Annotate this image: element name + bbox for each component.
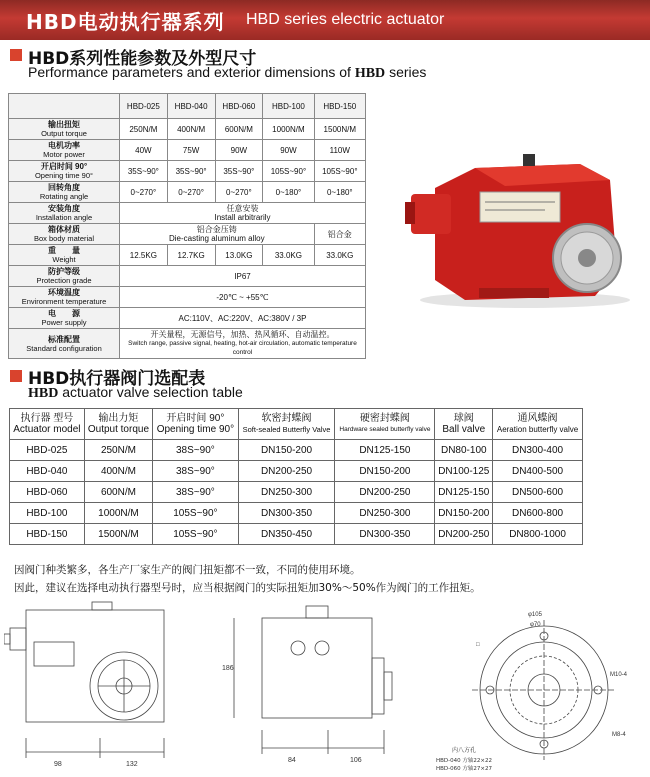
perf-section-title-en: Performance parameters and exterior dimensions of HBD series — [28, 64, 427, 81]
table-cell: HBD-040 — [10, 461, 85, 482]
table-cell: DN300-350 — [335, 524, 435, 545]
table-row — [9, 161, 366, 182]
table-row — [9, 245, 366, 266]
table-cell: DN80-100 — [435, 440, 493, 461]
table-cell: 250N/M — [120, 119, 168, 140]
perf-section-title-cn: HBD系列性能参数及外型尺寸 — [28, 49, 257, 69]
table-cell: 0~270° — [215, 182, 263, 203]
table-cell: 1000N/M — [263, 119, 314, 140]
table-cell: DN200-250 — [435, 524, 493, 545]
table-cell: 90W — [263, 140, 314, 161]
table-cell: 35S~90° — [167, 161, 215, 182]
dim-label: M8-4 — [612, 732, 626, 738]
row-label: 电机功率 Motor power — [9, 140, 120, 161]
table-cell: 铝合金 — [314, 224, 365, 245]
table-cell: DN600-800 — [493, 503, 583, 524]
header-title-en: HBD series electric actuator — [246, 11, 445, 28]
table-cell: 110W — [314, 140, 365, 161]
table-row — [10, 524, 583, 545]
column-header: 硬密封蝶阀 Hardware sealed butterfly valve — [335, 409, 435, 440]
side-view-drawing — [218, 598, 408, 774]
column-header: 开启时间 90° Opening time 90° — [153, 409, 239, 440]
dim-label: 98 — [54, 761, 62, 768]
column-header: 输出力矩 Output torque — [84, 409, 152, 440]
dim-label: φ70 — [530, 622, 541, 628]
table-cell: HBD-060 — [10, 482, 85, 503]
table-cell: 600N/M — [215, 119, 263, 140]
table-cell: HBD-150 — [10, 524, 85, 545]
table-row — [10, 503, 583, 524]
table-cell: 105S~90° — [314, 161, 365, 182]
dim-label: HBD-060 方轴27×27 — [436, 766, 492, 772]
table-row — [9, 119, 366, 140]
table-cell: 12.7KG — [167, 245, 215, 266]
table-row — [9, 287, 366, 308]
dim-label: M10-4 — [610, 672, 628, 678]
table-cell: 105S~90° — [153, 524, 239, 545]
table-cell: 600N/M — [84, 482, 152, 503]
table-cell: -20℃ ~ +55℃ — [120, 287, 366, 308]
table-cell: 105S~90° — [263, 161, 314, 182]
model-header: HBD-150 — [314, 94, 365, 119]
table-row — [9, 94, 366, 119]
table-cell: 90W — [215, 140, 263, 161]
sel-section-title-en: HBD actuator valve selection table — [28, 384, 243, 401]
model-header: HBD-100 — [263, 94, 314, 119]
table-cell: 38S~90° — [153, 461, 239, 482]
table-row — [10, 482, 583, 503]
table-cell: DN250-300 — [335, 503, 435, 524]
table-cell: DN200-250 — [238, 461, 335, 482]
table-cell: 1500N/M — [314, 119, 365, 140]
header-bar — [0, 0, 650, 40]
table-cell: DN500-600 — [493, 482, 583, 503]
table-row — [9, 182, 366, 203]
column-header: 通风蝶阀 Aeration butterfly valve — [493, 409, 583, 440]
table-row — [9, 266, 366, 287]
table-cell: 0~180° — [263, 182, 314, 203]
dim-label: 内八方孔 — [452, 747, 477, 754]
table-cell: AC:110V、AC:220V、AC:380V / 3P — [120, 308, 366, 329]
table-cell: 105S~90° — [153, 503, 239, 524]
table-cell: 40W — [120, 140, 168, 161]
table-cell: DN250-300 — [238, 482, 335, 503]
dim-label: 84 — [288, 757, 296, 764]
table-cell: 开关量程，无源信号，加热、热风循环、自动温控。 Switch range, passive signal, heating, hot-air circulation, automatic temperature control — [120, 329, 366, 359]
row-label: 环境温度 Environment temperature — [9, 287, 120, 308]
table-cell: 0~270° — [167, 182, 215, 203]
table-cell: DN125-150 — [335, 440, 435, 461]
table-cell: DN150-200 — [435, 503, 493, 524]
table-cell: DN150-200 — [238, 440, 335, 461]
row-label: 电 源 Power supply — [9, 308, 120, 329]
table-cell: 250N/M — [84, 440, 152, 461]
table-row — [10, 461, 583, 482]
table-cell: 400N/M — [167, 119, 215, 140]
section-marker — [10, 370, 22, 382]
table-cell: 1500N/M — [84, 524, 152, 545]
table-cell: 任意安装 Install arbitrarily — [120, 203, 366, 224]
actuator-photo — [405, 150, 645, 310]
table-cell: 38S~90° — [153, 440, 239, 461]
model-header: HBD-040 — [167, 94, 215, 119]
column-header: 软密封蝶阀 Soft-sealed Butterfly Valve — [238, 409, 335, 440]
table-cell: DN350-450 — [238, 524, 335, 545]
performance-table — [8, 93, 366, 359]
table-row — [9, 329, 366, 359]
row-label: 箱体材质 Box body material — [9, 224, 120, 245]
row-label: 安装角度 Installation angle — [9, 203, 120, 224]
row-label: 重 量 Weight — [9, 245, 120, 266]
table-cell: 12.5KG — [120, 245, 168, 266]
model-header: HBD-060 — [215, 94, 263, 119]
table-cell: DN800-1000 — [493, 524, 583, 545]
table-row — [9, 140, 366, 161]
table-cell: 38S~90° — [153, 482, 239, 503]
table-cell: 33.0KG — [263, 245, 314, 266]
note-line: 因阀门种类繁多，各生产厂家生产的阀门扭矩都不一致，不同的使用环境。 — [14, 564, 361, 576]
section-marker — [10, 49, 22, 61]
table-cell: 35S~90° — [215, 161, 263, 182]
table-cell: 400N/M — [84, 461, 152, 482]
row-label: 输出扭矩 Output torque — [9, 119, 120, 140]
dim-label: HBD-040 方轴22×22 — [436, 758, 492, 764]
note-line: 因此，建议在选择电动执行器型号时，应当根据阀门的实际扭矩加30%～50%作为阀门的工作扭矩。 — [14, 582, 481, 594]
table-cell: IP67 — [120, 266, 366, 287]
table-row — [9, 308, 366, 329]
flange-view-drawing — [432, 606, 646, 774]
dim-label: φ105 — [528, 612, 542, 618]
dim-label: 106 — [350, 757, 362, 764]
model-header: HBD-025 — [120, 94, 168, 119]
dim-label: 132 — [126, 761, 138, 768]
table-row — [10, 440, 583, 461]
table-cell: 0~180° — [314, 182, 365, 203]
table-cell: DN150-200 — [335, 461, 435, 482]
row-label: 防护等级 Protection grade — [9, 266, 120, 287]
table-cell: 13.0KG — [215, 245, 263, 266]
table-cell: 33.0KG — [314, 245, 365, 266]
table-cell: DN400-500 — [493, 461, 583, 482]
row-label: 回转角度 Rotating angle — [9, 182, 120, 203]
table-cell: DN200-250 — [335, 482, 435, 503]
table-cell: 35S~90° — [120, 161, 168, 182]
dim-label: □ — [476, 642, 480, 648]
table-cell: HBD-100 — [10, 503, 85, 524]
front-view-drawing — [4, 598, 200, 774]
dim-label: 186 — [222, 665, 234, 672]
table-cell: DN100-125 — [435, 461, 493, 482]
row-label: 标准配置 Standard configuration — [9, 329, 120, 359]
column-header: 执行器 型号 Actuator model — [10, 409, 85, 440]
table-cell: DN300-400 — [493, 440, 583, 461]
table-cell: HBD-025 — [10, 440, 85, 461]
row-label: 开启时间 90° Opening time 90° — [9, 161, 120, 182]
table-row — [10, 409, 583, 440]
table-row — [9, 224, 366, 245]
table-cell: 0~270° — [120, 182, 168, 203]
table-cell: DN125-150 — [435, 482, 493, 503]
table-row — [9, 203, 366, 224]
sel-section-title-cn: HBD执行器阀门选配表 — [28, 369, 206, 389]
table-cell: DN300-350 — [238, 503, 335, 524]
table-cell: 75W — [167, 140, 215, 161]
table-cell: 铝合金压铸 Die-casting aluminum alloy — [120, 224, 315, 245]
table-cell: 1000N/M — [84, 503, 152, 524]
valve-selection-table — [9, 408, 583, 545]
column-header: 球阀 Ball valve — [435, 409, 493, 440]
header-title-cn: HBD电动执行器系列 — [26, 10, 225, 34]
